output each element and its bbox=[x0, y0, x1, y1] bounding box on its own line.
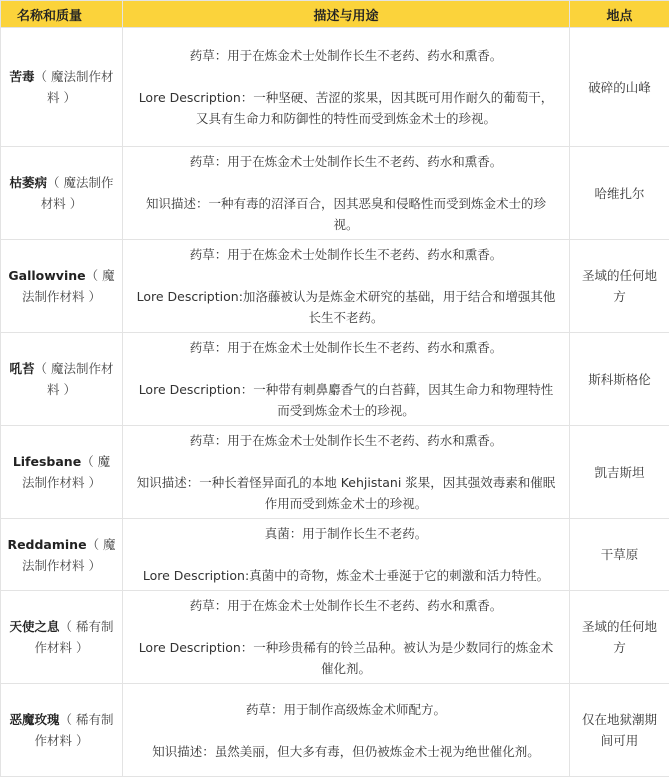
material-name: 吼苔 bbox=[9, 361, 35, 376]
table-row bbox=[1, 591, 669, 684]
table-row bbox=[1, 28, 669, 147]
lore-text: 知识描述：一种长着怪异面孔的本地 Kehjistani 浆果，因其强效毒素和催眠作用而受到炼金术士的珍视。 bbox=[136, 475, 556, 511]
name-cell bbox=[1, 333, 123, 426]
table-row bbox=[1, 333, 669, 426]
material-quality: （ 魔法制作材料 ） bbox=[40, 175, 114, 211]
usage-text: 真菌：用于制作长生不老药。 bbox=[264, 526, 428, 541]
header-location: 地点 bbox=[570, 1, 669, 28]
material-quality: （ 稀有制作材料 ） bbox=[34, 712, 114, 748]
lore-text: Lore Description：一种珍贵稀有的铃兰品种。被认为是少数同行的炼金术催化剂。 bbox=[138, 640, 554, 676]
header-description: 描述与用途 bbox=[123, 1, 570, 28]
lore-text: Lore Description:加洛藤被认为是炼金术研究的基础，用于结合和增强其他长生不老药。 bbox=[136, 289, 556, 325]
material-quality: （ 魔法制作材料 ） bbox=[34, 361, 114, 397]
description-cell bbox=[123, 519, 570, 591]
location-cell: 破碎的山峰 bbox=[570, 28, 669, 147]
material-name: 枯萎病 bbox=[9, 175, 48, 190]
material-name: 天使之息 bbox=[9, 619, 60, 634]
table-row bbox=[1, 519, 669, 591]
name-cell bbox=[1, 147, 123, 240]
usage-text: 药草：用于制作高级炼金术师配方。 bbox=[245, 701, 446, 717]
lore-text: 知识描述：一种有毒的沼泽百合，因其恶臭和侵略性而受到炼金术士的珍视。 bbox=[145, 196, 546, 232]
material-quality: （ 魔法制作材料 ） bbox=[22, 536, 116, 573]
header-name: 名称和质量 bbox=[1, 1, 123, 28]
material-name: Reddamine bbox=[7, 536, 87, 552]
usage-text: 药草：用于在炼金术士处制作长生不老药、药水和熏香。 bbox=[189, 247, 503, 262]
usage-text: 药草：用于在炼金术士处制作长生不老药、药水和熏香。 bbox=[189, 154, 503, 169]
material-name: Gallowvine bbox=[8, 268, 86, 283]
material-quality: （ 稀有制作材料 ） bbox=[34, 619, 114, 655]
location-cell: 仅在地狱潮期间可用 bbox=[570, 684, 669, 777]
location-cell: 干草原 bbox=[570, 519, 669, 591]
usage-text: 药草：用于在炼金术士处制作长生不老药、药水和熏香。 bbox=[189, 48, 503, 63]
lore-text: Lore Description：一种带有刺鼻麝香气的白苔藓，因其生命力和物理特性而受到炼金术士的珍视。 bbox=[138, 382, 554, 418]
name-cell bbox=[1, 28, 123, 147]
location-cell: 凯吉斯坦 bbox=[570, 426, 669, 519]
description-cell bbox=[123, 426, 570, 519]
name-cell bbox=[1, 240, 123, 333]
name-cell bbox=[1, 591, 123, 684]
lore-text: Lore Description:真菌中的奇物，炼金术士垂涎于它的刺激和活力特性。 bbox=[142, 568, 550, 583]
description-cell bbox=[123, 147, 570, 240]
material-quality: （ 魔法制作材料 ） bbox=[34, 69, 114, 105]
usage-text: 药草：用于在炼金术士处制作长生不老药、药水和熏香。 bbox=[189, 433, 503, 448]
description-cell bbox=[123, 591, 570, 684]
table-row bbox=[1, 426, 669, 519]
description-cell bbox=[123, 240, 570, 333]
material-quality: （ 魔法制作材料 ） bbox=[22, 268, 115, 304]
name-cell bbox=[1, 519, 123, 591]
table-row bbox=[1, 240, 669, 333]
location-cell: 哈维扎尔 bbox=[570, 147, 669, 240]
location-cell: 圣域的任何地方 bbox=[570, 240, 669, 333]
lore-text: Lore Description：一种坚硬、苦涩的浆果，因其既可用作耐久的葡萄干，又具有生命力和防御性的特性而受到炼金术士的珍视。 bbox=[138, 90, 554, 126]
description-cell bbox=[123, 28, 570, 147]
table-row bbox=[1, 147, 669, 240]
material-name: 恶魔玫瑰 bbox=[9, 712, 60, 727]
location-cell: 圣域的任何地方 bbox=[570, 591, 669, 684]
material-quality: （ 魔法制作材料 ） bbox=[22, 454, 111, 490]
material-name: 苦毒 bbox=[9, 69, 35, 84]
material-name: Lifesbane bbox=[12, 454, 82, 469]
lore-text: 知识描述：虽然美丽，但大多有毒，但仍被炼金术士视为绝世催化剂。 bbox=[152, 743, 540, 759]
name-cell bbox=[1, 684, 123, 777]
description-cell bbox=[123, 333, 570, 426]
name-cell bbox=[1, 426, 123, 519]
usage-text: 药草：用于在炼金术士处制作长生不老药、药水和熏香。 bbox=[189, 598, 503, 613]
table-header-row bbox=[1, 1, 669, 28]
description-cell bbox=[123, 684, 570, 777]
location-cell: 斯科斯格伦 bbox=[570, 333, 669, 426]
table-row bbox=[1, 684, 669, 777]
usage-text: 药草：用于在炼金术士处制作长生不老药、药水和熏香。 bbox=[189, 340, 503, 355]
